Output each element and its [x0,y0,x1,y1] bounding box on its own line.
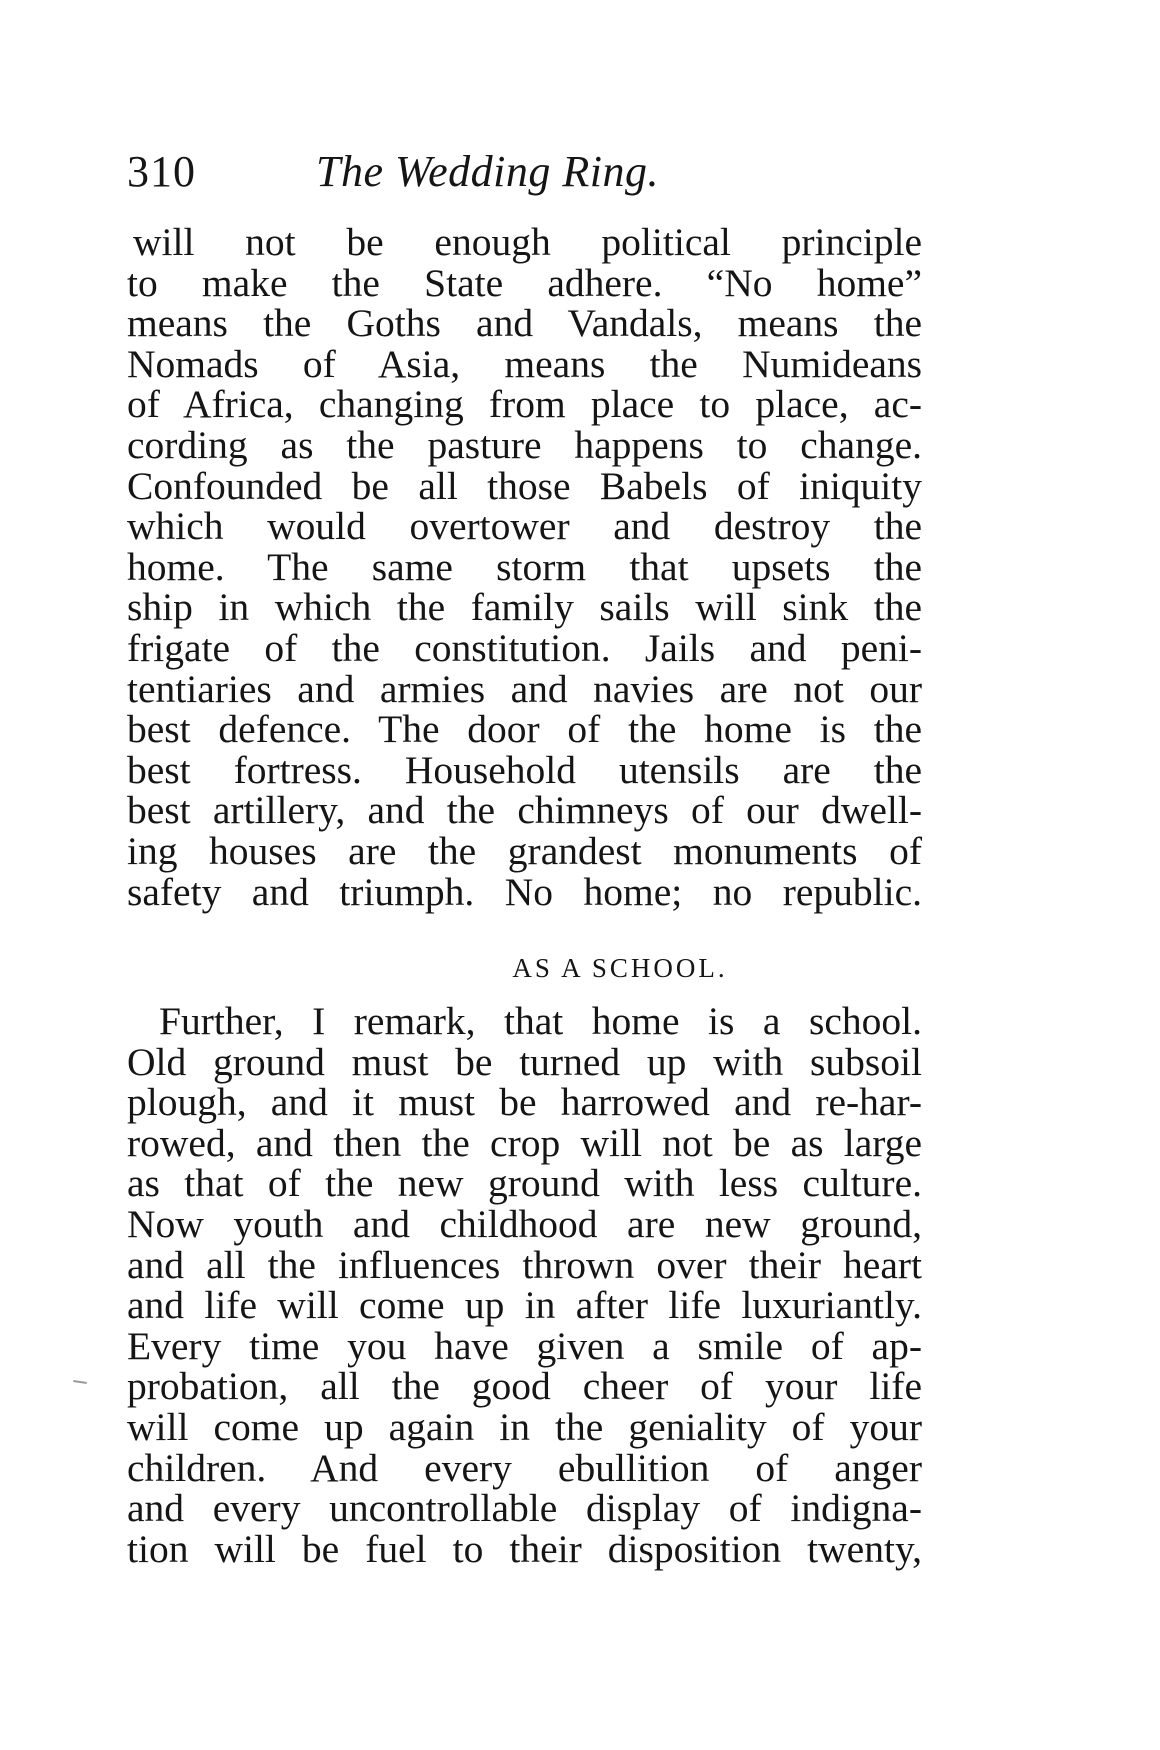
text-line: home. The same storm that upsets the [127,544,922,589]
text-line: safety and triumph. No home; no republic. [127,869,922,914]
text-line: means the Goths and Vandals, means the [127,301,922,346]
text-line: and life will come up in after life luxuriantly. [127,1283,922,1328]
text-line: ing houses are the grandest monuments of [127,828,922,873]
text-line: plough, and it must be harrowed and re-har- [127,1080,922,1125]
text-line: best artillery, and the chimneys of our dwell- [127,788,922,833]
text-line: children. And every ebullition of anger [127,1445,922,1490]
text-line: rowed, and then the crop will not be as large [127,1120,922,1165]
text-line: and every uncontrollable display of indigna- [127,1486,922,1531]
text-line: of Africa, changing from place to place, ac- [127,382,922,427]
text-line: frigate of the constitution. Jails and peni- [127,625,922,670]
text-line: Every time you have given a smile of ap- [127,1323,922,1368]
text-line: tion will be fuel to their disposition twenty, [127,1526,922,1571]
running-head [127,142,947,202]
text-line: Nomads of Asia, means the Numideans [127,341,922,386]
text-line: Confounded be all those Babels of iniquity [127,463,922,508]
text-line: tentiaries and armies and navies are not our [127,666,922,711]
paragraph-home-as-school [127,1001,922,1569]
page-number: 310 [127,147,196,196]
text-line: Old ground must be turned up with subsoil [127,1039,922,1084]
text-line: and all the influences thrown over their heart [127,1242,922,1287]
text-line: will come up again in the geniality of your [127,1404,922,1449]
text-line: cording as the pasture happens to change. [127,422,922,467]
text-line: as that of the new ground with less culture. [127,1161,922,1206]
text-line: probation, all the good cheer of your life [127,1364,922,1409]
text-line: best fortress. Household utensils are the [127,747,922,792]
text-line: Now youth and childhood are new ground, [127,1201,922,1246]
paragraph-home-and-republic [127,222,922,912]
running-title: The Wedding Ring. [316,147,659,196]
section-heading: AS A SCHOOL. [512,953,728,983]
text-line: will not be enough political principle [133,220,922,264]
margin-mark [73,1380,87,1384]
text-line: best defence. The door of the home is the [127,707,922,752]
text-line: ship in which the family sails will sink the [127,585,922,630]
text-line: which would overtower and destroy the [127,504,922,549]
text-line: to make the State adhere. “No home” [127,260,922,305]
text-line: Further, I remark, that home is a school. [159,999,922,1043]
